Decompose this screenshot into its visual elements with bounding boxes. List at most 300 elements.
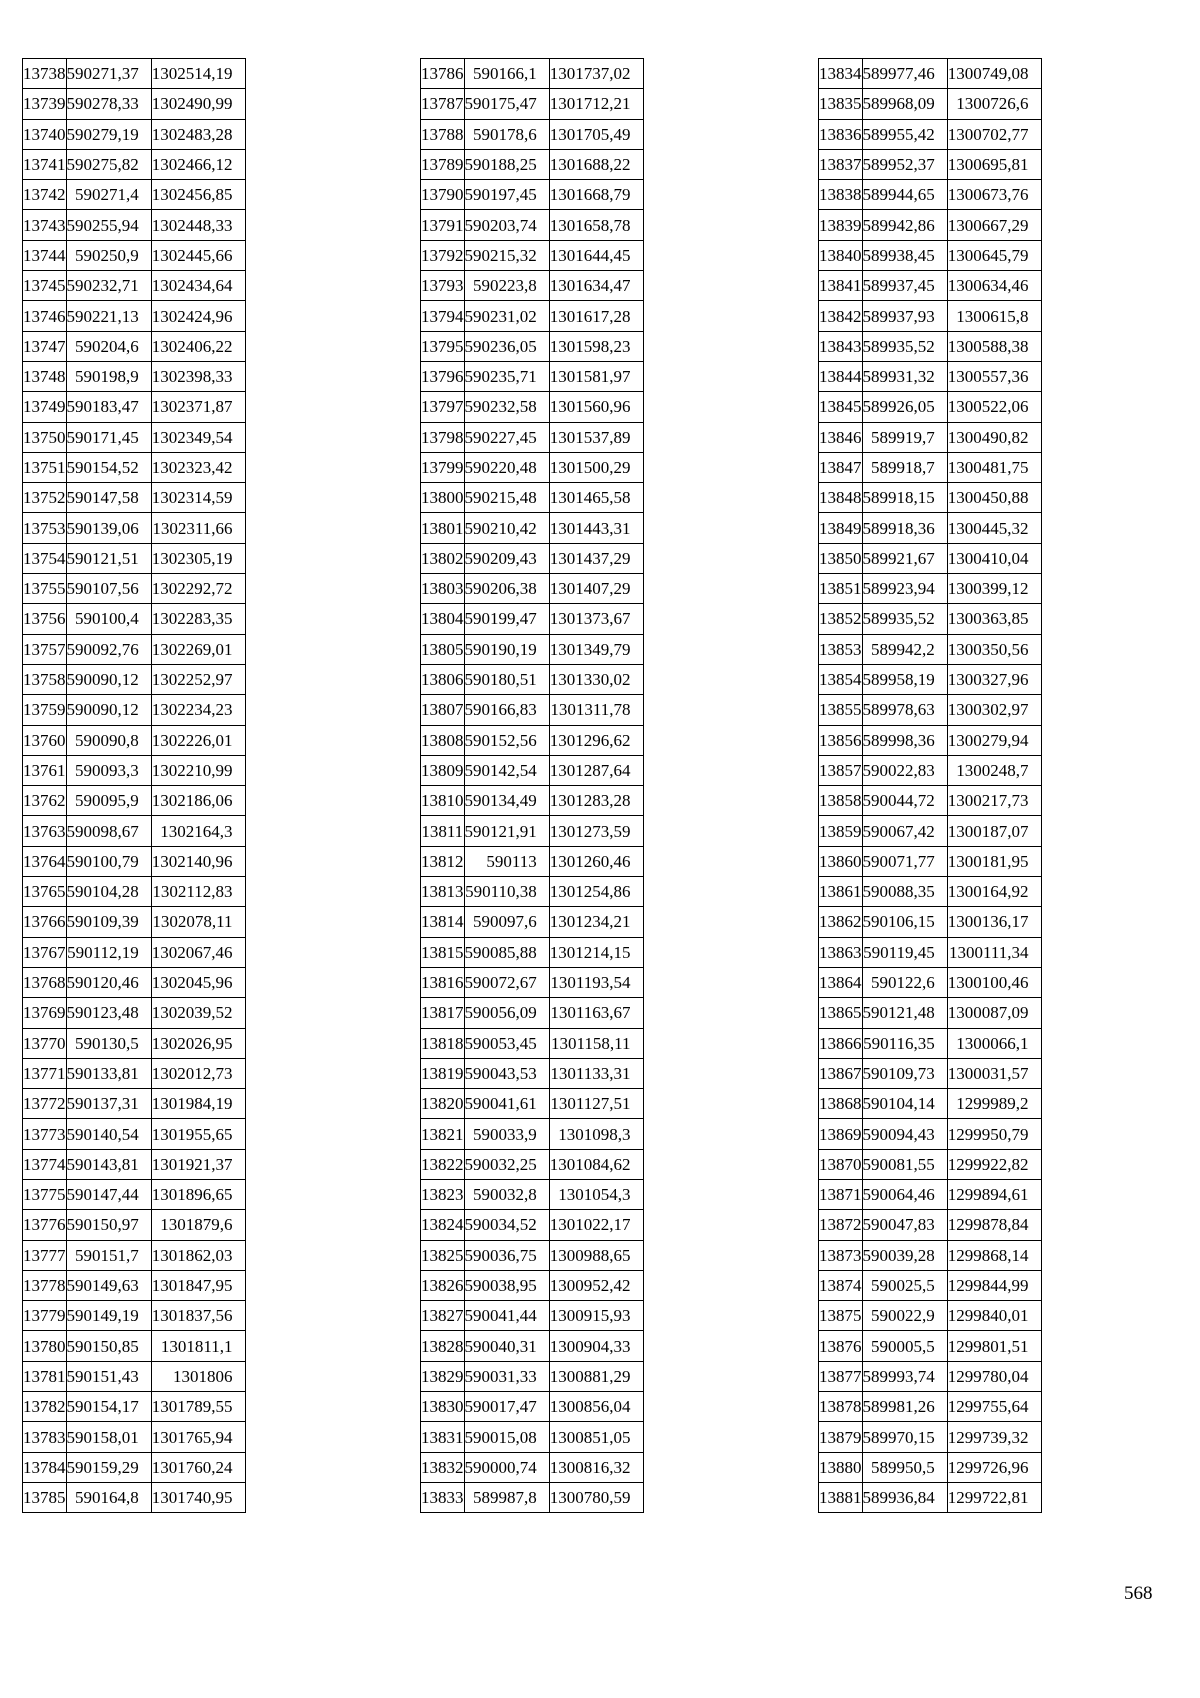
x-coordinate-cell: 589958,19 [862,664,947,694]
table-row [819,1392,1042,1422]
x-coordinate-cell: 590094,43 [862,1119,947,1149]
y-coordinate-cell: 1302210,99 [151,755,245,785]
x-coordinate-cell: 590137,31 [66,1089,151,1119]
point-number-cell: 13857 [819,755,863,785]
y-coordinate-cell: 1301598,23 [549,331,643,361]
table-row [421,907,644,937]
y-coordinate-cell: 1301330,02 [549,664,643,694]
point-number-cell: 13796 [421,361,465,391]
x-coordinate-cell: 590209,43 [464,543,549,573]
table-row [421,1270,644,1300]
table-row [421,755,644,785]
x-coordinate-cell: 590113 [464,846,549,876]
point-number-cell: 13835 [819,89,863,119]
x-coordinate-cell: 590110,38 [464,877,549,907]
table-row [819,695,1042,725]
point-number-cell: 13811 [421,816,465,846]
x-coordinate-cell: 590041,61 [464,1089,549,1119]
table-row [421,695,644,725]
x-coordinate-cell: 590133,81 [66,1058,151,1088]
y-coordinate-cell: 1301760,24 [151,1452,245,1482]
table-row [23,1392,246,1422]
point-number-cell: 13773 [23,1119,67,1149]
table-row [421,574,644,604]
table-row [819,1149,1042,1179]
x-coordinate-cell: 590000,74 [464,1452,549,1482]
table-row [819,1058,1042,1088]
x-coordinate-cell: 590275,82 [66,149,151,179]
point-number-cell: 13798 [421,422,465,452]
table-row [819,422,1042,452]
y-coordinate-cell: 1302406,22 [151,331,245,361]
table-row [819,755,1042,785]
point-number-cell: 13867 [819,1058,863,1088]
x-coordinate-cell: 590039,28 [862,1240,947,1270]
y-coordinate-cell: 1300645,79 [947,240,1041,270]
x-coordinate-cell: 590232,58 [464,392,549,422]
x-coordinate-cell: 589987,8 [464,1482,549,1512]
y-coordinate-cell: 1299722,81 [947,1482,1041,1512]
table-row [421,998,644,1028]
y-coordinate-cell: 1299868,14 [947,1240,1041,1270]
point-number-cell: 13866 [819,1028,863,1058]
coordinate-table-1 [22,58,246,1513]
y-coordinate-cell: 1300066,1 [947,1028,1041,1058]
table-row [23,89,246,119]
y-coordinate-cell: 1300856,04 [549,1392,643,1422]
y-coordinate-cell: 1301955,65 [151,1119,245,1149]
point-number-cell: 13745 [23,271,67,301]
table-row [23,1179,246,1209]
point-number-cell: 13791 [421,210,465,240]
y-coordinate-cell: 1301789,55 [151,1392,245,1422]
point-number-cell: 13766 [23,907,67,937]
point-number-cell: 13824 [421,1210,465,1240]
table-row [819,452,1042,482]
point-number-cell: 13764 [23,846,67,876]
table-row [819,664,1042,694]
table-row [819,331,1042,361]
y-coordinate-cell: 1302283,35 [151,604,245,634]
x-coordinate-cell: 590123,48 [66,998,151,1028]
x-coordinate-cell: 590166,83 [464,695,549,725]
y-coordinate-cell: 1302514,19 [151,59,245,89]
y-coordinate-cell: 1301133,31 [549,1058,643,1088]
point-number-cell: 13853 [819,634,863,664]
x-coordinate-cell: 589955,42 [862,119,947,149]
point-number-cell: 13874 [819,1270,863,1300]
table-row [421,634,644,664]
table-row [819,210,1042,240]
point-number-cell: 13872 [819,1210,863,1240]
x-coordinate-cell: 589970,15 [862,1422,947,1452]
table-row [23,210,246,240]
point-number-cell: 13810 [421,786,465,816]
point-number-cell: 13842 [819,301,863,331]
table-row [819,543,1042,573]
table-row [23,1058,246,1088]
x-coordinate-cell: 590085,88 [464,937,549,967]
table-row [421,937,644,967]
x-coordinate-cell: 590166,1 [464,59,549,89]
x-coordinate-cell: 590199,47 [464,604,549,634]
point-number-cell: 13861 [819,877,863,907]
point-number-cell: 13829 [421,1361,465,1391]
table-row [421,967,644,997]
table-row [421,664,644,694]
y-coordinate-cell: 1301465,58 [549,483,643,513]
point-number-cell: 13865 [819,998,863,1028]
y-coordinate-cell: 1302292,72 [151,574,245,604]
x-coordinate-cell: 590119,45 [862,937,947,967]
table-row [819,361,1042,391]
table-row [819,907,1042,937]
x-coordinate-cell: 589935,52 [862,604,947,634]
table-row [23,422,246,452]
point-number-cell: 13858 [819,786,863,816]
table-row [421,180,644,210]
point-number-cell: 13782 [23,1392,67,1422]
x-coordinate-cell: 590038,95 [464,1270,549,1300]
table-row [23,967,246,997]
table-row [421,786,644,816]
table-row [421,210,644,240]
x-coordinate-cell: 590092,76 [66,634,151,664]
x-coordinate-cell: 590227,45 [464,422,549,452]
y-coordinate-cell: 1301688,22 [549,149,643,179]
y-coordinate-cell: 1300100,46 [947,967,1041,997]
y-coordinate-cell: 1300087,09 [947,998,1041,1028]
y-coordinate-cell: 1301921,37 [151,1149,245,1179]
x-coordinate-cell: 590036,75 [464,1240,549,1270]
point-number-cell: 13881 [819,1482,863,1512]
point-number-cell: 13830 [421,1392,465,1422]
y-coordinate-cell: 1301437,29 [549,543,643,573]
x-coordinate-cell: 590190,19 [464,634,549,664]
x-coordinate-cell: 589952,37 [862,149,947,179]
y-coordinate-cell: 1299840,01 [947,1301,1041,1331]
point-number-cell: 13855 [819,695,863,725]
x-coordinate-cell: 590223,8 [464,271,549,301]
y-coordinate-cell: 1301193,54 [549,967,643,997]
y-coordinate-cell: 1302252,97 [151,664,245,694]
point-number-cell: 13765 [23,877,67,907]
table-row [23,59,246,89]
table-row [819,846,1042,876]
x-coordinate-cell: 589918,36 [862,513,947,543]
table-row [23,1240,246,1270]
y-coordinate-cell: 1301127,51 [549,1089,643,1119]
y-coordinate-cell: 1301705,49 [549,119,643,149]
x-coordinate-cell: 590152,56 [464,725,549,755]
x-coordinate-cell: 590183,47 [66,392,151,422]
y-coordinate-cell: 1299950,79 [947,1119,1041,1149]
point-number-cell: 13851 [819,574,863,604]
y-coordinate-cell: 1300164,92 [947,877,1041,907]
y-coordinate-cell: 1300350,56 [947,634,1041,664]
y-coordinate-cell: 1300557,36 [947,361,1041,391]
point-number-cell: 13748 [23,361,67,391]
table-row [819,725,1042,755]
point-number-cell: 13769 [23,998,67,1028]
table-row [421,422,644,452]
x-coordinate-cell: 590022,9 [862,1301,947,1331]
point-number-cell: 13873 [819,1240,863,1270]
table-row [421,1119,644,1149]
y-coordinate-cell: 1301581,97 [549,361,643,391]
table-row [23,877,246,907]
x-coordinate-cell: 590081,55 [862,1149,947,1179]
table-row [421,1089,644,1119]
point-number-cell: 13863 [819,937,863,967]
y-coordinate-cell: 1301765,94 [151,1422,245,1452]
point-number-cell: 13774 [23,1149,67,1179]
y-coordinate-cell: 1301084,62 [549,1149,643,1179]
point-number-cell: 13770 [23,1028,67,1058]
table-row [23,361,246,391]
y-coordinate-cell: 1301537,89 [549,422,643,452]
y-coordinate-cell: 1301214,15 [549,937,643,967]
x-coordinate-cell: 590090,8 [66,725,151,755]
point-number-cell: 13880 [819,1452,863,1482]
table-row [23,725,246,755]
point-number-cell: 13849 [819,513,863,543]
point-number-cell: 13744 [23,240,67,270]
y-coordinate-cell: 1300187,07 [947,816,1041,846]
x-coordinate-cell: 589918,15 [862,483,947,513]
table-row [819,1331,1042,1361]
point-number-cell: 13803 [421,574,465,604]
point-number-cell: 13761 [23,755,67,785]
point-number-cell: 13742 [23,180,67,210]
x-coordinate-cell: 590053,45 [464,1028,549,1058]
y-coordinate-cell: 1302398,33 [151,361,245,391]
table-row [23,1028,246,1058]
point-number-cell: 13792 [421,240,465,270]
y-coordinate-cell: 1301022,17 [549,1210,643,1240]
y-coordinate-cell: 1301254,86 [549,877,643,907]
x-coordinate-cell: 590104,14 [862,1089,947,1119]
y-coordinate-cell: 1302456,85 [151,180,245,210]
point-number-cell: 13741 [23,149,67,179]
y-coordinate-cell: 1301098,3 [549,1119,643,1149]
point-number-cell: 13836 [819,119,863,149]
point-number-cell: 13753 [23,513,67,543]
point-number-cell: 13767 [23,937,67,967]
x-coordinate-cell: 590159,29 [66,1452,151,1482]
x-coordinate-cell: 590097,6 [464,907,549,937]
point-number-cell: 13862 [819,907,863,937]
x-coordinate-cell: 589926,05 [862,392,947,422]
table-row [819,1301,1042,1331]
table-row [23,907,246,937]
x-coordinate-cell: 590072,67 [464,967,549,997]
y-coordinate-cell: 1299894,61 [947,1179,1041,1209]
y-coordinate-cell: 1300279,94 [947,725,1041,755]
table-row [421,331,644,361]
table-row [421,543,644,573]
x-coordinate-cell: 590071,77 [862,846,947,876]
y-coordinate-cell: 1301634,47 [549,271,643,301]
table-row [23,816,246,846]
table-row [23,331,246,361]
table-row [23,149,246,179]
table-row [23,786,246,816]
x-coordinate-cell: 590154,52 [66,452,151,482]
point-number-cell: 13808 [421,725,465,755]
y-coordinate-cell: 1301740,95 [151,1482,245,1512]
y-coordinate-cell: 1300136,17 [947,907,1041,937]
x-coordinate-cell: 590088,35 [862,877,947,907]
point-number-cell: 13854 [819,664,863,694]
x-coordinate-cell: 590142,54 [464,755,549,785]
table-row [23,392,246,422]
x-coordinate-cell: 590121,48 [862,998,947,1028]
table-row [421,1331,644,1361]
point-number-cell: 13799 [421,452,465,482]
x-coordinate-cell: 590215,48 [464,483,549,513]
point-number-cell: 13822 [421,1149,465,1179]
table-row [421,1422,644,1452]
x-coordinate-cell: 590106,15 [862,907,947,937]
x-coordinate-cell: 590034,52 [464,1210,549,1240]
table-row [421,1452,644,1482]
point-number-cell: 13837 [819,149,863,179]
table-row [819,513,1042,543]
point-number-cell: 13768 [23,967,67,997]
x-coordinate-cell: 590100,79 [66,846,151,876]
y-coordinate-cell: 1302045,96 [151,967,245,997]
y-coordinate-cell: 1301862,03 [151,1240,245,1270]
y-coordinate-cell: 1302314,59 [151,483,245,513]
x-coordinate-cell: 590231,02 [464,301,549,331]
x-coordinate-cell: 590095,9 [66,786,151,816]
point-number-cell: 13831 [421,1422,465,1452]
x-coordinate-cell: 590164,8 [66,1482,151,1512]
table-row [819,574,1042,604]
table-row [819,1210,1042,1240]
x-coordinate-cell: 590220,48 [464,452,549,482]
point-number-cell: 13828 [421,1331,465,1361]
table-row [23,240,246,270]
point-number-cell: 13783 [23,1422,67,1452]
y-coordinate-cell: 1302323,42 [151,452,245,482]
y-coordinate-cell: 1302466,12 [151,149,245,179]
point-number-cell: 13746 [23,301,67,331]
point-number-cell: 13879 [819,1422,863,1452]
point-number-cell: 13805 [421,634,465,664]
y-coordinate-cell: 1300410,04 [947,543,1041,573]
point-number-cell: 13752 [23,483,67,513]
x-coordinate-cell: 589978,63 [862,695,947,725]
y-coordinate-cell: 1300695,81 [947,149,1041,179]
y-coordinate-cell: 1300851,05 [549,1422,643,1452]
table-row [23,604,246,634]
point-number-cell: 13756 [23,604,67,634]
x-coordinate-cell: 589936,84 [862,1482,947,1512]
point-number-cell: 13877 [819,1361,863,1391]
table-row [421,89,644,119]
table-row [23,1482,246,1512]
point-number-cell: 13747 [23,331,67,361]
table-row [421,725,644,755]
x-coordinate-cell: 590122,6 [862,967,947,997]
table-row [23,1089,246,1119]
point-number-cell: 13738 [23,59,67,89]
y-coordinate-cell: 1301737,02 [549,59,643,89]
y-coordinate-cell: 1301373,67 [549,604,643,634]
x-coordinate-cell: 590278,33 [66,89,151,119]
y-coordinate-cell: 1299755,64 [947,1392,1041,1422]
x-coordinate-cell: 589935,52 [862,331,947,361]
y-coordinate-cell: 1301847,95 [151,1270,245,1300]
y-coordinate-cell: 1300904,33 [549,1331,643,1361]
table-row [421,816,644,846]
point-number-cell: 13759 [23,695,67,725]
point-number-cell: 13823 [421,1179,465,1209]
y-coordinate-cell: 1300749,08 [947,59,1041,89]
point-number-cell: 13778 [23,1270,67,1300]
point-number-cell: 13762 [23,786,67,816]
y-coordinate-cell: 1300952,42 [549,1270,643,1300]
y-coordinate-cell: 1299844,99 [947,1270,1041,1300]
x-coordinate-cell: 590140,54 [66,1119,151,1149]
y-coordinate-cell: 1302483,28 [151,119,245,149]
y-coordinate-cell: 1301500,29 [549,452,643,482]
table-row [421,1301,644,1331]
y-coordinate-cell: 1300181,95 [947,846,1041,876]
x-coordinate-cell: 590056,09 [464,998,549,1028]
x-coordinate-cell: 590032,8 [464,1179,549,1209]
table-row [819,149,1042,179]
y-coordinate-cell: 1302012,73 [151,1058,245,1088]
table-row [23,634,246,664]
x-coordinate-cell: 590151,7 [66,1240,151,1270]
table-row [421,1482,644,1512]
point-number-cell: 13860 [819,846,863,876]
point-number-cell: 13743 [23,210,67,240]
y-coordinate-cell: 1301054,3 [549,1179,643,1209]
point-number-cell: 13739 [23,89,67,119]
point-number-cell: 13871 [819,1179,863,1209]
table-row [23,271,246,301]
table-row [421,59,644,89]
y-coordinate-cell: 1299989,2 [947,1089,1041,1119]
x-coordinate-cell: 589993,74 [862,1361,947,1391]
point-number-cell: 13750 [23,422,67,452]
table-row [819,240,1042,270]
y-coordinate-cell: 1300248,7 [947,755,1041,785]
x-coordinate-cell: 590180,51 [464,664,549,694]
x-coordinate-cell: 590232,71 [66,271,151,301]
table-row [819,1179,1042,1209]
point-number-cell: 13797 [421,392,465,422]
y-coordinate-cell: 1301879,6 [151,1210,245,1240]
table-row [819,998,1042,1028]
x-coordinate-cell: 590151,43 [66,1361,151,1391]
y-coordinate-cell: 1299726,96 [947,1452,1041,1482]
table-row [23,937,246,967]
point-number-cell: 13848 [819,483,863,513]
x-coordinate-cell: 589918,7 [862,452,947,482]
y-coordinate-cell: 1301443,31 [549,513,643,543]
point-number-cell: 13780 [23,1331,67,1361]
y-coordinate-cell: 1302434,64 [151,271,245,301]
x-coordinate-cell: 589919,7 [862,422,947,452]
y-coordinate-cell: 1300111,34 [947,937,1041,967]
x-coordinate-cell: 590139,06 [66,513,151,543]
y-coordinate-cell: 1302164,3 [151,816,245,846]
